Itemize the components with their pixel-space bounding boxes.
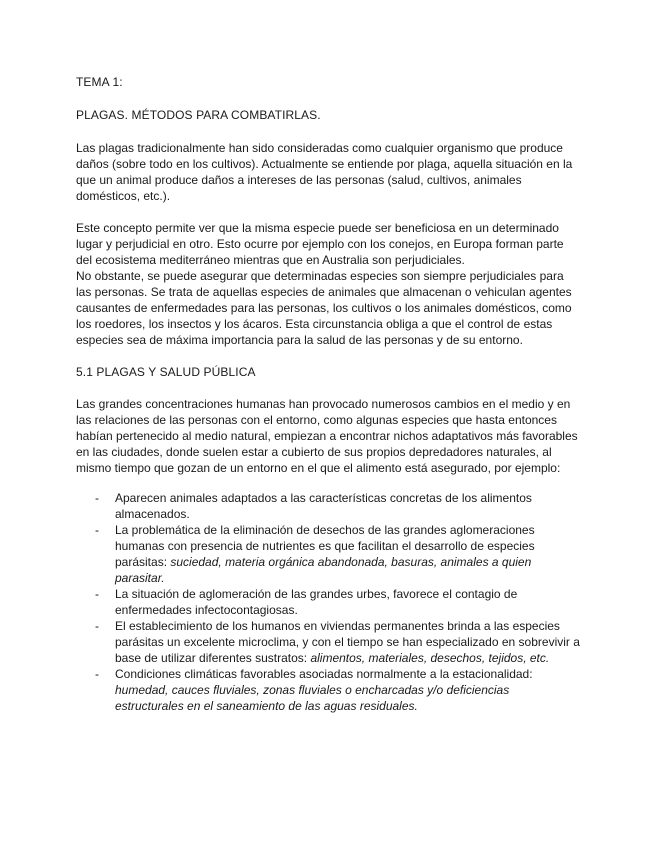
list-item-italic: suciedad, materia orgánica abandonada, basuras, animales a quien parasitar. — [115, 555, 532, 585]
list-item-text: La situación de aglomeración de las grandes urbes, favorece el contagio de enfermedades infectocontagiosas. — [115, 587, 518, 617]
paragraph-concept: Este concepto permite ver que la misma especie puede ser beneficiosa en un determinado lugar y perjudicial en otro. Esto ocurre por ejemplo con los conejos, en Europa forman parte del ecosistema mediterráneo mientras que en Australia son perjudiciales. — [76, 221, 564, 267]
list-item-italic: alimentos, materiales, desechos, tejidos, etc. — [310, 651, 550, 665]
section-heading: 5.1 PLAGAS Y SALUD PÚBLICA — [76, 365, 256, 379]
list-item-italic: humedad, cauces fluviales, zonas fluviales o encharcadas y/o deficiencias estructurales en el saneamiento de las aguas residuales. — [115, 683, 510, 713]
bullet-marker: - — [95, 667, 99, 681]
list-item — [76, 586, 581, 618]
document-page — [76, 74, 581, 714]
list-item-text: La problemática de la eliminación de desechos de las grandes aglomeraciones humanas con presencia de nutrientes es que facilitan el desarrollo de especies parásitas: — [115, 523, 535, 569]
list-item — [76, 618, 581, 666]
list-item — [76, 522, 581, 586]
list-item — [76, 666, 581, 714]
bullet-marker: - — [95, 619, 99, 633]
document-subtitle: PLAGAS. MÉTODOS PARA COMBATIRLAS. — [76, 108, 321, 122]
bullet-marker: - — [95, 587, 99, 601]
bullet-marker: - — [95, 491, 99, 505]
bullet-marker: - — [95, 523, 99, 537]
list-item-text: Aparecen animales adaptados a las características concretas de los alimentos almacenados. — [115, 491, 532, 521]
paragraph-species: No obstante, se puede asegurar que determinadas especies son siempre perjudiciales para las personas. Se trata de aquellas especies de animales que almacenan o vehiculan agentes causantes de enfermedades para las personas, los cultivos o los animales domésticos, como los roedores, los insectos y los ácaros. Esta circunstancia obliga a que el control de estas especies sea de máxima importancia para la salud de las personas y de su entorno. — [76, 269, 572, 347]
bullet-list — [76, 490, 581, 714]
list-item-text: Condiciones climáticas favorables asociadas normalmente a la estacionalidad: — [115, 667, 533, 681]
paragraph-intro: Las plagas tradicionalmente han sido consideradas como cualquier organismo que produce daños (sobre todo en los cultivos). Actualmente se entiende por plaga, aquella situación en la que un animal produce daños a intereses de las personas (salud, cultivos, animales domésticos, etc.). — [76, 141, 573, 203]
paragraph-urban: Las grandes concentraciones humanas han provocado numerosos cambios en el medio y en las relaciones de las personas con el entorno, como algunas especies que hasta entonces habían pertenecido al medio natural, empiezan a encontrar nichos adaptativos más favorables en las ciudades, donde suelen estar a cubierto de sus propios depredadores naturales, al mismo tiempo que gozan de un entorno en el que el alimento está asegurado, por ejemplo: — [76, 397, 578, 475]
list-item-text: El establecimiento de los humanos en viviendas permanentes brinda a las especies parásitas un excelente microclima, y con el tiempo se han especializado en sobrevivir a base de utilizar diferentes sustratos: — [115, 619, 580, 665]
list-item — [76, 490, 581, 522]
document-title: TEMA 1: — [76, 75, 123, 89]
